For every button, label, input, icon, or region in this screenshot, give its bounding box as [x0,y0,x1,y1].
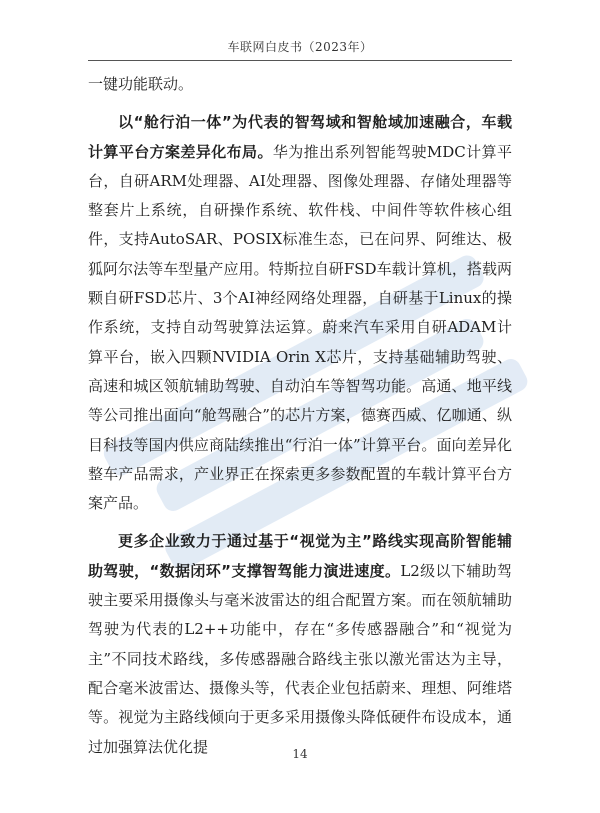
paragraph-computing-platform [88,108,512,518]
paragraph-continuation [88,70,512,99]
header-rule [88,60,512,61]
paragraph-lead: 以“舱行泊一体”为代表的智驾域和智舱域加速融合，车载计算平台方案差异化布局。 [88,113,512,161]
paragraph-text: 华为推出系列智能驾驶MDC计算平台，自研ARM处理器、AI处理器、图像处理器、存储处理器等整套片上系统，自研操作系统、软件栈、中间件等软件核心组件，支持AutoSAR、POSIX标准生态，已在问界、阿维达、极狐阿尔法等车型量产应用。特斯拉自研FSD车载计算机，搭载两颗自研FSD芯片、3个AI神经网络处理器，自研基于Linux的操作系统，支持自动驾驶算法运算。蔚来汽车采用自研ADAM计算平台，嵌入四颗NVIDIA Orin X芯片，支持基础辅助驾驶、高速和城区领航辅助驾驶、自动泊车等智驾功能。高通、地平线等公司推出面向“舱驾融合”的芯片方案，德赛西威、亿咖通、纵目科技等国内供应商陆续推出“行泊一体”计算平台。面向差异化整车产品需求，产业界正在探索更多参数配置的车载计算平台方案产品。 [88,142,512,513]
paragraph-text: 一键功能联动。 [88,75,194,93]
running-header: 车联网白皮书（2023年） [227,40,373,54]
paragraph-vision-route [88,527,512,761]
body-text [88,70,512,762]
page-number: 14 [292,747,308,761]
paragraph-lead: 更多企业致力于通过基于“视觉为主”路线实现高阶智能辅助驾驶，“数据闭环”支撑智驾能力演进速度。 [88,532,512,580]
paragraph-text: L2级以下辅助驾驶主要采用摄像头与毫米波雷达的组合配置方案。而在领航辅助驾驶为代表的L2++功能中，存在“多传感器融合”和“视觉为主”不同技术路线，多传感器融合路线主张以激光雷达为主导，配合毫米波雷达、摄像头等，代表企业包括蔚来、理想、阿维塔等。视觉为主路线倾向于更多采用摄像头降低硬件布设成本，通过加强算法优化提 [88,561,512,756]
